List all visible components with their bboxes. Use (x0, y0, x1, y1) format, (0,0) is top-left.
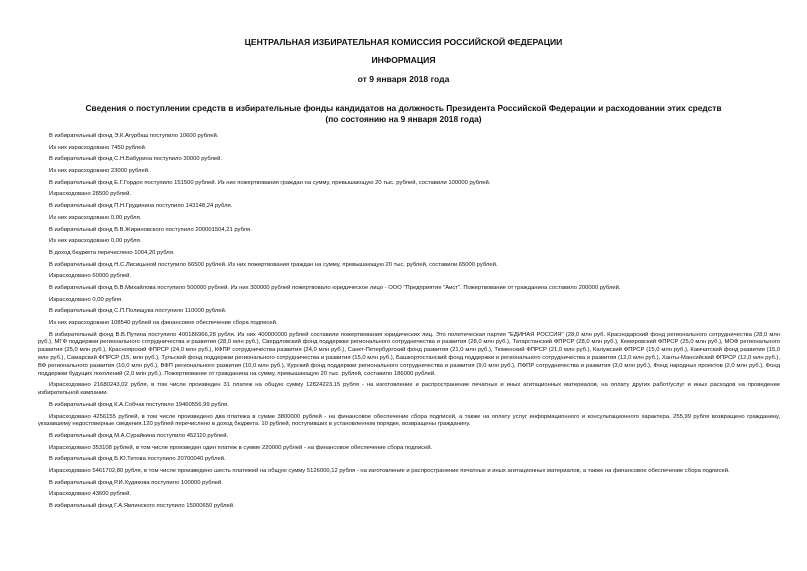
document-paragraph: Из них израсходовано 108540 рублей на финансовое обеспечение сбора подписей. (49, 320, 278, 326)
document-paragraph: В избирательный фонд Э.К.Агурбаш поступило 10600 рублей. (49, 133, 219, 139)
document-type: ИНФОРМАЦИЯ (371, 55, 436, 65)
document-date: от 9 января 2018 года (357, 74, 450, 84)
document-paragraph: В избирательный фонд Н.С.Лисицыной поступило 66500 рублей. Из них пожертвования граждан на сумму, превышающую 20 тыс. рублей, составили 65000 рублей. (49, 261, 498, 268)
document-paragraph: В избирательный фонд В.В.Жириновского поступило 200001504,21 рубля. (49, 226, 252, 233)
document-body (38, 133, 780, 511)
commission-title: ЦЕНТРАЛЬНАЯ ИЗБИРАТЕЛЬНАЯ КОМИССИЯ РОССИЙСКОЙ ФЕДЕРАЦИИ (244, 37, 563, 47)
document-paragraph: В избирательный фонд П.Н.Грудинина поступило 143148,24 рубля. (49, 203, 233, 210)
document-paragraph: Из них израсходовано 0,00 рубля. (49, 214, 142, 221)
document-paragraph: Израсходовано 28500 рублей. (49, 191, 132, 198)
document-paragraph: Из них израсходовано 7450 рублей. (49, 144, 147, 151)
document-paragraph: Израсходовано 60000 рублей. (49, 273, 132, 280)
document-paragraph: В избирательный фонд В.В.Путина поступило 400186966,28 рубля. Из них 400000000 рублей составили пожертвования юридических лиц. Это политическая партия "ЕДИНАЯ РОССИЯ" (28,0 млн руб. Краснодарский фонд регионального сотрудничества (28,0 млн руб.), МГФ поддержки регионального сотрудничества и развития (28,0 млн руб.), Свердловский фонд поддержки регионального сотрудничества и развития (28,0 млн руб.), Татарстанский ФПРСР (28,0 млн руб.), Кемеровский ФПРСР (25,0 млн руб.), МОФ регионального развития (25,0 млн руб.), Красноярский ФПРСР (24,0 млн руб.), КФПР сотрудничества развития (24,0 млн руб.), Санкт-Петербургский фонд развития (21,0 млн руб.), Тюменский ФПРСР (21,0 млн руб.), Калужский ФПРСР (15,0 млн руб.), Камчатский фонд развития (15,0 млн руб.), Самарский ФПРСР (15, млн руб.), Тульский фонд поддержки регионального сотрудничества и развития (15,0 млн руб.), Башкортостанский фонд поддержки и регионального сотрудничества и развития (12,0 млн руб.), Ханты-Мансийский ФПРСР (12,0 млн руб.), ВФ регионального развития (10,0 млн руб.), ВФП регионального развития (10,0 млн руб.), Курский фонд поддержки регионального сотрудничества и развития (9,0 млн руб.), ПФПР сотрудничества и развития (3,0 млн руб.), Фонд народных проектов (2,0 млн руб.), Фонд поддержки будущих поколений (2,0 млн руб.). Пожертвование от гражданина на сумму, превышающую 20 тыс. рублей, составило 186000 рублей. (38, 331, 780, 377)
document-subject-note: (по состоянию на 9 января 2018 года) (325, 114, 482, 124)
document-paragraph: Израсходовано 0,00 рубля. (49, 296, 123, 303)
document-subject: Сведения о поступлении средств в избирательные фонды кандидатов на должность Президента Российской Федерации и расходовании этих средств (85, 103, 722, 113)
document-paragraph: В избирательный фонд С.Н.Бабурина поступило 30000 рублей. (49, 156, 223, 163)
document-paragraph: Израсходовано 4256155 рублей, в том числе произведено два платежа в сумме 3800000 рублей - на финансовое обеспечение сбора подписей, а также на оплату услуг информационного и консультационного характера. 255,99 рубля возвращено гражданину, указавшему недостоверные сведения.120 рублей перечислено в доход бюджета. 10 рублей, поступивших в установленном порядке, возвращены гражданину. (38, 413, 780, 428)
document-paragraph: Израсходовано 21680243,02 рубля, в том числе произведен 31 платеж на общую сумму 12824223,15 рубля - на изготовление и распространение печатных и иных агитационных материалов, на оплату других работ/услуг и иных расходов на проведение избирательной кампании. (38, 382, 780, 397)
document-paragraph: Израсходовано 43600 рублей. (49, 491, 132, 498)
document-paragraph: В избирательный фонд С.П.Полищука поступило 110000 рублей. (49, 308, 227, 315)
document-paragraph: В избирательный фонд Б.В.Михайлова поступило 500000 рублей. Из них 300000 рублей пожертвовало юридическое лицо - ООО "Предприятие "Аист". Пожертвование от гражданина составило 200000 рублей. (49, 284, 621, 291)
document-paragraph: В доход бюджета перечислено 1004,20 рубля. (49, 249, 175, 256)
document-paragraph: В избирательный фонд Е.Г.Гордон поступило 151500 рублей. Из них пожертвования граждан на сумму, превышающую 20 тыс. рублей, составили 100000 рублей. (49, 179, 491, 186)
document-paragraph: В избирательный фонд Г.А.Явлинского поступило 15000650 рублей. (49, 503, 235, 510)
document-paragraph: Из них израсходовано 23000 рублей. (49, 168, 150, 175)
document-paragraph: В избирательный фонд Р.И.Худякова поступило 100000 рублей. (49, 479, 223, 486)
document-paragraph: В избирательный фонд Б.Ю.Титова поступило 20700040 рублей. (49, 456, 226, 463)
document-paragraph: Из них израсходовано 0,00 рубля. (49, 238, 142, 245)
document-paragraph: Израсходовано 5461702,80 рубля, в том числе произведено шесть платежей на общую сумму 5126000,12 рубля - на изготовление и распространение печатных и иных агитационных материалов, а также на финансовое обеспечение сбора подписей. (49, 468, 730, 475)
document-paragraph: Израсходовано 353108 рублей, в том числе произведен один платеж в сумме 220000 рублей - на финансовое обеспечение сбора подписей. (49, 444, 433, 451)
document-paragraph: В избирательный фонд М.А.Сурайкина поступило 452110 рублей. (49, 433, 229, 440)
document-paragraph: В избирательный фонд К.А.Собчак поступило 19460556,99 рубля. (49, 401, 229, 408)
